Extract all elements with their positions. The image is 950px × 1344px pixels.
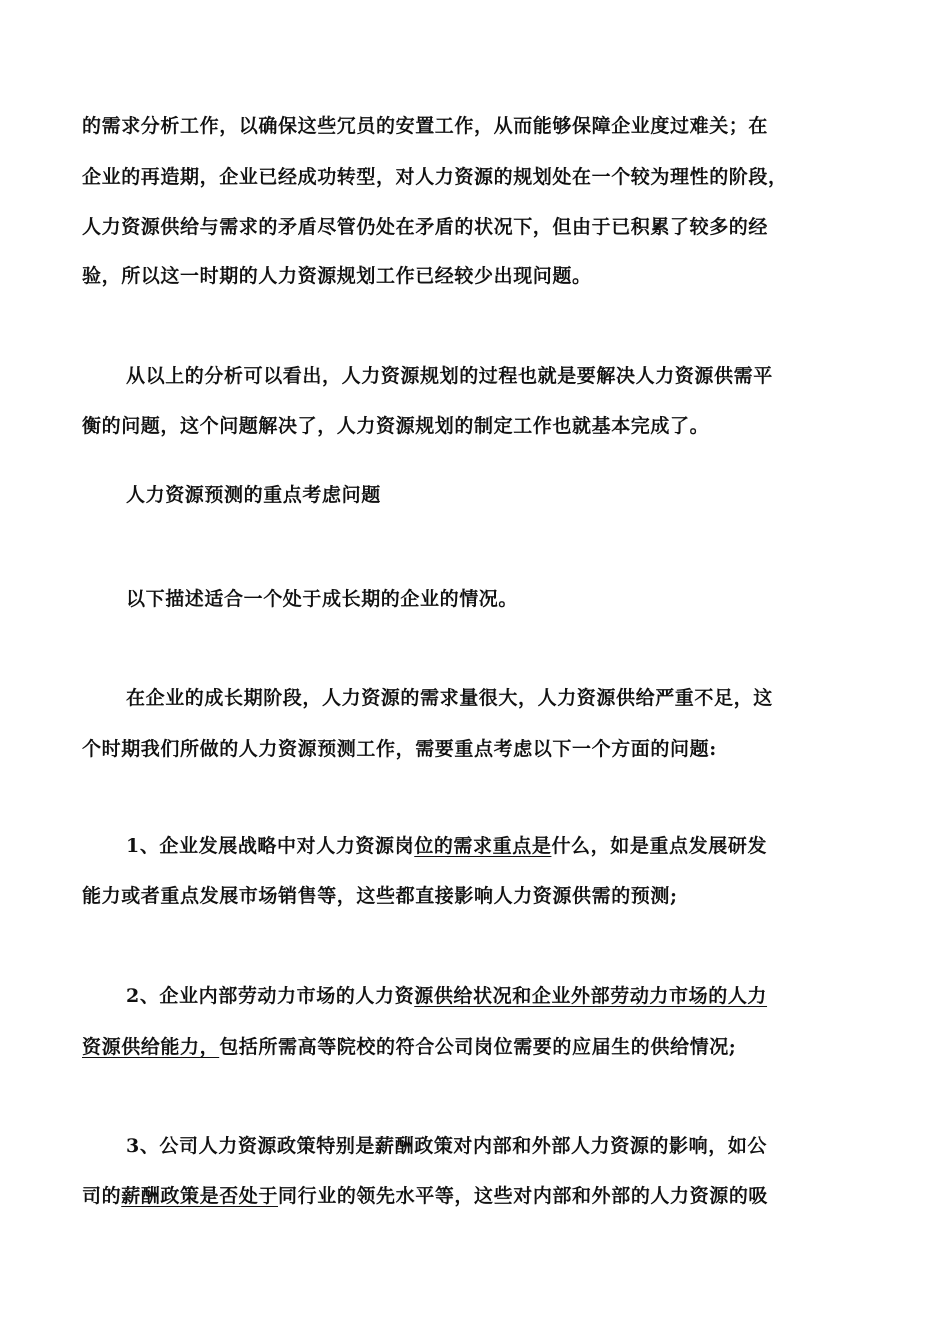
p4-line-1: 在企业的成长期阶段，人力资源的需求量很大，人力资源供给严重不足，这 [126,687,773,709]
item1-underlined-text: 位的需求重点是 [414,835,552,857]
item1-line-1-end: 什么，如是重点发展研发 [551,835,768,857]
item2-underlined-text-1: 源供给状况和企业外部劳动力市场的人力 [414,985,768,1007]
section-heading: 人力资源预测的重点考虑问题 [126,484,381,506]
item2-line-2-end: 包括所需高等院校的符合公司岗位需要的应届生的供给情况; [219,1036,737,1058]
item3-line-2-end: 同行业的领先水平等，这些对内部和外部的人力资源的吸 [278,1185,769,1207]
p3-line-1: 以下描述适合一个处于成长期的企业的情况。 [126,588,519,610]
item3-underlined-text: 薪酬政策是否处于 [121,1185,279,1207]
p1-line-4: 验，所以这一时期的人力资源规划工作已经较少出现问题。 [82,265,592,287]
item2-line-1-start: 2、企业内部劳动力市场的人力资 [126,985,415,1007]
p2-line-1: 从以上的分析可以看出，人力资源规划的过程也就是要解决人力资源供需平 [126,365,773,387]
p1-line-1: 的需求分析工作，以确保这些冗员的安置工作，从而能够保障企业度过难关；在 [82,115,769,137]
p4-line-2: 个时期我们所做的人力资源预测工作，需要重点考虑以下一个方面的问题: [82,738,717,760]
item3-line-1: 3、公司人力资源政策特别是薪酬政策对内部和外部人力资源的影响，如公 [126,1135,768,1157]
item2-line-1 [126,983,882,1009]
item1-line-1-start: 1、企业发展战略中对人力资源岗 [126,835,415,857]
item2-line-2 [82,1034,882,1060]
p1-line-2: 企业的再造期，企业已经成功转型，对人力资源的规划处在一个较为理性的阶段， [82,166,788,188]
item1-line-2: 能力或者重点发展市场销售等，这些都直接影响人力资源供需的预测; [82,885,678,907]
item3-line-2 [82,1183,882,1209]
item2-underlined-text-2: 资源供给能力， [82,1036,220,1058]
p1-line-3: 人力资源供给与需求的矛盾尽管仍处在矛盾的状况下，但由于已积累了较多的经 [82,216,769,238]
item3-line-2-start: 司的 [82,1185,122,1207]
item1-line-1 [126,833,882,859]
p2-line-2: 衡的问题，这个问题解决了，人力资源规划的制定工作也就基本完成了。 [82,415,710,437]
